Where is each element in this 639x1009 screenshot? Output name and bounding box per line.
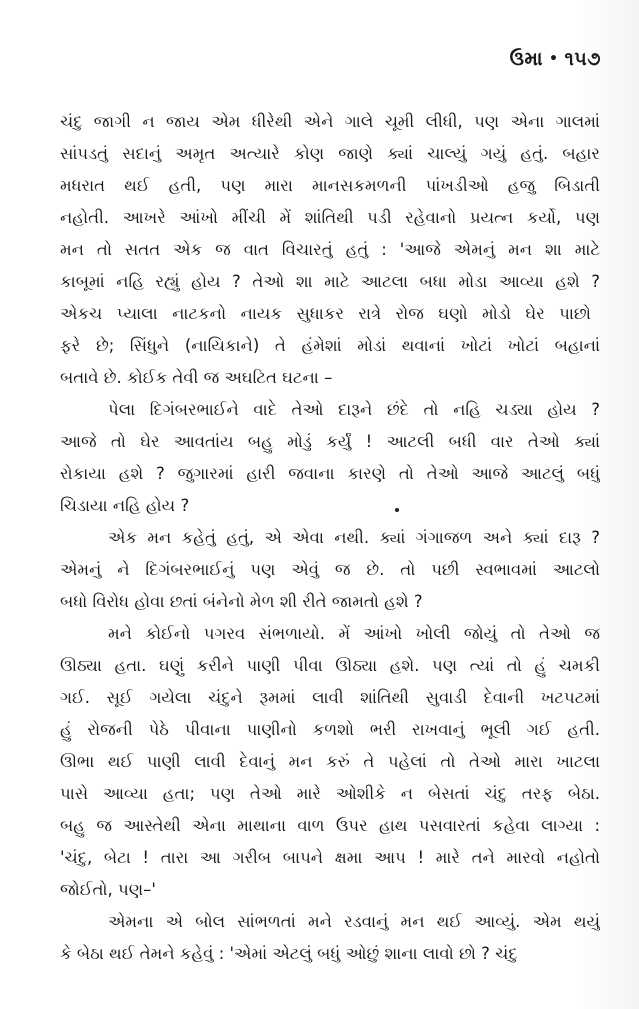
- text-line: નહોતી. આખરે આંખો મીંચી મેં શાંતિથી પડી રહેવાનો પ્રયત્ન કર્યો, પણ: [60, 208, 600, 227]
- text-line: એમનું ને દિગંબરભાઈનું પણ એવું જ છે. તો પછી સ્વભાવમાં આટલો: [60, 560, 600, 579]
- text-line: આજે તો ઘેર આવતાંય બહુ મોડું કર્યું ! આટલી બધી વાર તેઓ ક્યાં: [60, 432, 600, 451]
- text-line: ઊભા થઈ પાણી લાવી દેવાનું મન કરું તે પહેલાં તો તેઓ મારા ખાટલા: [60, 752, 600, 771]
- paragraph-first-line: એક મન કહેતું હતું, એ એવા નથી. ક્યાં ગંગાજળ અને ક્યાં દારૂ ?: [108, 528, 600, 547]
- header-separator: •: [549, 51, 559, 67]
- text-line: કે બેઠા થઈ તેમને કહેવું : 'એમાં એટલું બધું ઓછું શાના લાવો છો ? ચંદુ: [60, 944, 518, 963]
- text-line: મધરાત થઈ હતી, પણ મારા માનસકમળની પાંખડીઓ હજુ બિડાતી: [60, 176, 600, 195]
- running-header: [510, 48, 601, 70]
- text-line: ચિડાયા નહિ હોય ?: [60, 496, 190, 515]
- text-line: બહુ જ આસ્તેથી એના માથાના વાળ ઉપર હાથ પસવારતાં કહેવા લાગ્યા :: [60, 816, 600, 835]
- text-line: 'ચંદુ, બેટા ! તારા આ ગરીબ બાપને ક્ષમા આપ ! મારે તને મારવો નહોતો: [60, 848, 600, 867]
- text-line: મન તો સતત એક જ વાત વિચારતું હતું : 'આજે એમનું મન શા માટે: [60, 240, 600, 259]
- text-line: બધો વિરોધ હોવા છતાં બંનેનો મેળ શી રીતે જામતો હશે ?: [60, 592, 423, 611]
- text-line: કાબૂમાં નહિ રહ્યું હોય ? તેઓ શા માટે આટલા બધા મોડા આવ્યા હશે ?: [60, 272, 600, 291]
- text-line: બતાવે છે. કોઈક તેવી જ અઘટિત ઘટના –: [60, 368, 333, 387]
- body-text: [60, 106, 600, 970]
- page-number: ૧૫૭: [564, 48, 601, 70]
- text-line: ફરે છે; સિંધુને (નાયિકાને) તે હંમેશાં મોડાં થવાનાં ખોટાં ખોટાં બહાનાં: [60, 336, 600, 355]
- text-line: ઊઠ્યા હતા. ઘણું કરીને પાણી પીવા ઊઠ્યા હશે. પણ ત્યાં તો હું ચમકી: [60, 656, 600, 675]
- paragraph-first-line: એમના એ બોલ સાંભળતાં મને રડવાનું મન થઈ આવ્યું. એમ થયું: [108, 912, 600, 931]
- scan-speck: [395, 508, 399, 512]
- text-line: હું રોજની પેઠે પીવાના પાણીનો કળશો ભરી રાખવાનું ભૂલી ગઈ હતી.: [60, 720, 600, 739]
- paragraph-first-line: મને કોઈનો પગરવ સંભળાયો. મેં આંખો ખોલી જોયું તો તેઓ જ: [108, 624, 600, 643]
- text-line: એકચ પ્યાલા નાટકનો નાયક સુધાકર રાત્રે રોજ ઘણો મોડો ઘેર પાછો: [60, 304, 591, 323]
- text-line: જોઈતો, પણ–': [60, 880, 156, 899]
- chapter-title: ઉમા: [509, 48, 544, 70]
- paragraph-first-line: પેલા દિગંબરભાઈને વાદે તેઓ દારૂને છંદે તો નહિ ચડ્યા હોય ?: [108, 400, 600, 419]
- text-line: રોકાયા હશે ? જુગારમાં હારી જવાના કારણે તો તેઓ આજે આટલું બધું: [60, 464, 600, 483]
- text-line: સાંપડતું સદાનું અમૃત અત્યારે કોણ જાણે ક્યાં ચાલ્યું ગયું હતું. બહાર: [60, 144, 600, 163]
- text-line: પાસે આવ્યા હતા; પણ તેઓ મારે ઓશીકે ન બેસતાં ચંદુ તરફ બેઠા.: [60, 784, 600, 803]
- text-line: ગઈ. સૂઈ ગયેલા ચંદુને રૂમમાં લાવી શાંતિથી સુવાડી દેવાની ખટપટમાં: [60, 688, 600, 707]
- text-line: ચંદુ જાગી ન જાય એમ ધીરેથી એને ગાલે ચૂમી લીધી, પણ એના ગાલમાં: [60, 112, 600, 131]
